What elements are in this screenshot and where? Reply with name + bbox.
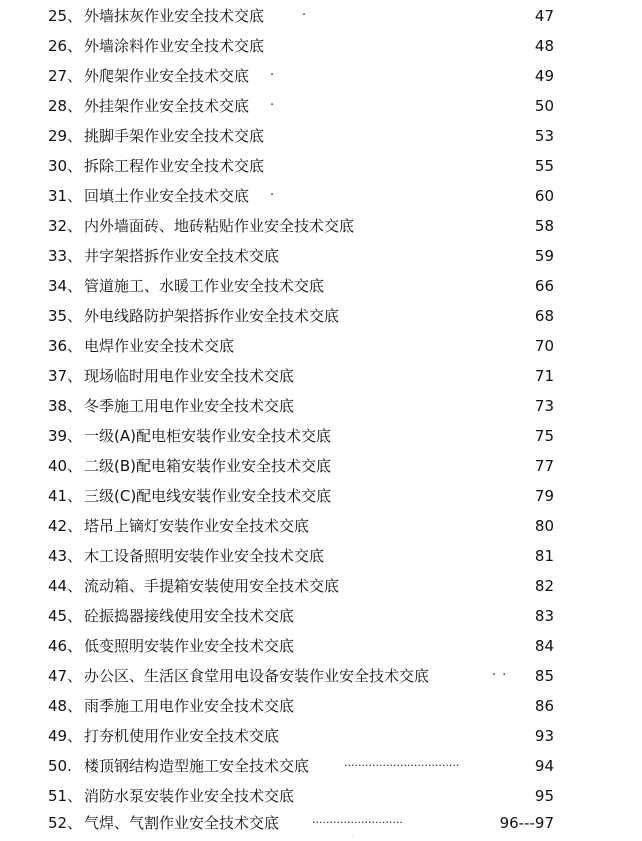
- toc-entry-number: 41、: [48, 487, 83, 505]
- toc-entry-title: 楼顶钢结构造型施工安全技术交底: [84, 757, 310, 775]
- toc-entry-26: [48, 31, 554, 61]
- toc-leader-dots: ·: [302, 8, 313, 23]
- toc-entry-title: 外爬架作业安全技术交底: [84, 67, 250, 85]
- toc-entry-page: 58: [534, 217, 554, 235]
- toc-entry-34: [48, 271, 554, 301]
- toc-entry-title: 雨季施工用电作业安全技术交底: [84, 697, 295, 715]
- toc-entry-title: 挑脚手架作业安全技术交底: [84, 127, 265, 145]
- toc-entry-page: 49: [534, 67, 554, 85]
- toc-entry-page: 93: [534, 727, 554, 745]
- toc-entry-page: 66: [534, 277, 554, 295]
- toc-entry-number: 50.: [48, 757, 72, 775]
- toc-leader-dots: ··························: [312, 816, 403, 829]
- toc-entry-title: 消防水泵安装作业安全技术交底: [84, 787, 295, 805]
- page-footer-mark: ·: [352, 833, 354, 840]
- toc-leader-dots: ·: [270, 188, 281, 203]
- toc-entry-page: 96---97: [499, 814, 554, 832]
- toc-entry-page: 73: [534, 397, 554, 415]
- toc-entry-42: [48, 511, 554, 541]
- toc-entry-51: [48, 781, 554, 811]
- toc-entry-number: 49、: [48, 727, 83, 745]
- toc-entry-number: 29、: [48, 127, 83, 145]
- toc-entry-number: 48、: [48, 697, 83, 715]
- toc-entry-number: 36、: [48, 337, 83, 355]
- toc-entry-number: 42、: [48, 517, 83, 535]
- toc-entry-number: 26、: [48, 37, 83, 55]
- toc-entry-31: [48, 181, 554, 211]
- toc-entry-page: 55: [534, 157, 554, 175]
- toc-entry-page: 83: [534, 607, 554, 625]
- toc-entry-37: [48, 361, 554, 391]
- toc-entry-39: [48, 421, 554, 451]
- toc-leader-dots: ·: [270, 68, 281, 83]
- toc-entry-title: 冬季施工用电作业安全技术交底: [84, 397, 295, 415]
- toc-entry-number: 34、: [48, 277, 83, 295]
- toc-entry-title: 外墙抹灰作业安全技术交底: [84, 7, 265, 25]
- toc-entry-page: 85: [534, 667, 554, 685]
- toc-entry-title: 流动箱、手提箱安装使用安全技术交底: [84, 577, 340, 595]
- toc-entry-title: 二级(B)配电箱安装作业安全技术交底: [84, 457, 331, 475]
- toc-entry-38: [48, 391, 554, 421]
- toc-entry-40: [48, 451, 554, 481]
- toc-entry-page: 50: [534, 97, 554, 115]
- toc-entry-number: 38、: [48, 397, 83, 415]
- toc-entry-page: 77: [534, 457, 554, 475]
- toc-entry-title: 砼振捣器接线使用安全技术交底: [84, 607, 295, 625]
- toc-entry-number: 25、: [48, 7, 83, 25]
- toc-entry-25: [48, 1, 554, 31]
- toc-leader-dots: ·: [270, 98, 281, 113]
- toc-entry-page: 86: [534, 697, 554, 715]
- toc-entry-number: 47、: [48, 667, 83, 685]
- toc-entry-page: 48: [534, 37, 554, 55]
- toc-entry-number: 45、: [48, 607, 83, 625]
- toc-entry-title: 现场临时用电作业安全技术交底: [84, 367, 295, 385]
- toc-leader-dots: ·································: [344, 759, 460, 772]
- toc-entry-number: 52、: [48, 814, 83, 832]
- toc-entry-50: [48, 751, 554, 781]
- toc-entry-title: 打夯机使用作业安全技术交底: [84, 727, 280, 745]
- toc-entry-36: [48, 331, 554, 361]
- toc-entry-page: 94: [534, 757, 554, 775]
- toc-entry-47: [48, 661, 554, 691]
- toc-entry-title: 回填土作业安全技术交底: [84, 187, 250, 205]
- toc-entry-number: 40、: [48, 457, 83, 475]
- toc-entry-43: [48, 541, 554, 571]
- toc-entry-45: [48, 601, 554, 631]
- toc-entry-page: 70: [534, 337, 554, 355]
- toc-entry-title: 拆除工程作业安全技术交底: [84, 157, 265, 175]
- toc-entry-title: 内外墙面砖、地砖粘贴作业安全技术交底: [84, 217, 355, 235]
- toc-entry-title: 一级(A)配电柜安装作业安全技术交底: [84, 427, 331, 445]
- toc-entry-page: 53: [534, 127, 554, 145]
- toc-entry-46: [48, 631, 554, 661]
- toc-entry-title: 木工设备照明安装作业安全技术交底: [84, 547, 325, 565]
- toc-entry-44: [48, 571, 554, 601]
- toc-entry-29: [48, 121, 554, 151]
- toc-entry-title: 三级(C)配电线安装作业安全技术交底: [84, 487, 332, 505]
- toc-entry-page: 80: [534, 517, 554, 535]
- toc-entry-title: 管道施工、水暖工作业安全技术交底: [84, 277, 325, 295]
- toc-entry-page: 84: [534, 637, 554, 655]
- toc-entry-number: 32、: [48, 217, 83, 235]
- toc-entry-32: [48, 211, 554, 241]
- toc-entry-page: 60: [534, 187, 554, 205]
- toc-entry-title: 气焊、气割作业安全技术交底: [84, 814, 280, 832]
- toc-entry-28: [48, 91, 554, 121]
- toc-entry-number: 39、: [48, 427, 83, 445]
- toc-entry-48: [48, 691, 554, 721]
- toc-entry-41: [48, 481, 554, 511]
- toc-entry-number: 28、: [48, 97, 83, 115]
- toc-entry-35: [48, 301, 554, 331]
- toc-entry-page: 82: [534, 577, 554, 595]
- toc-entry-title: 电焊作业安全技术交底: [84, 337, 235, 355]
- toc-entry-30: [48, 151, 554, 181]
- toc-entry-title: 井字架搭拆作业安全技术交底: [84, 247, 280, 265]
- toc-entry-number: 51、: [48, 787, 83, 805]
- toc-entry-number: 37、: [48, 367, 83, 385]
- toc-entry-page: 81: [534, 547, 554, 565]
- toc-entry-page: 68: [534, 307, 554, 325]
- toc-entry-number: 33、: [48, 247, 83, 265]
- toc-entry-52: [48, 808, 554, 838]
- toc-entry-number: 46、: [48, 637, 83, 655]
- toc-entry-number: 44、: [48, 577, 83, 595]
- toc-entry-page: 75: [534, 427, 554, 445]
- toc-entry-title: 塔吊上镝灯安装作业安全技术交底: [84, 517, 310, 535]
- toc-entry-title: 外墙涂料作业安全技术交底: [84, 37, 265, 55]
- toc-entry-title: 办公区、生活区食堂用电设备安装作业安全技术交底: [84, 667, 430, 685]
- toc-entry-title: 低变照明安装作业安全技术交底: [84, 637, 295, 655]
- toc-entry-page: 79: [534, 487, 554, 505]
- toc-entry-page: 95: [534, 787, 554, 805]
- toc-entry-page: 59: [534, 247, 554, 265]
- toc-entry-title: 外电线路防护架搭拆作业安全技术交底: [84, 307, 340, 325]
- toc-entry-number: 43、: [48, 547, 83, 565]
- toc-entry-number: 31、: [48, 187, 83, 205]
- toc-entry-49: [48, 721, 554, 751]
- toc-entry-number: 30、: [48, 157, 83, 175]
- toc-entry-number: 35、: [48, 307, 83, 325]
- toc-leader-dots: ··: [492, 668, 513, 683]
- toc-entry-page: 71: [534, 367, 554, 385]
- toc-entry-page: 47: [534, 7, 554, 25]
- toc-entry-33: [48, 241, 554, 271]
- toc-entry-title: 外挂架作业安全技术交底: [84, 97, 250, 115]
- toc-entry-27: [48, 61, 554, 91]
- toc-entry-number: 27、: [48, 67, 83, 85]
